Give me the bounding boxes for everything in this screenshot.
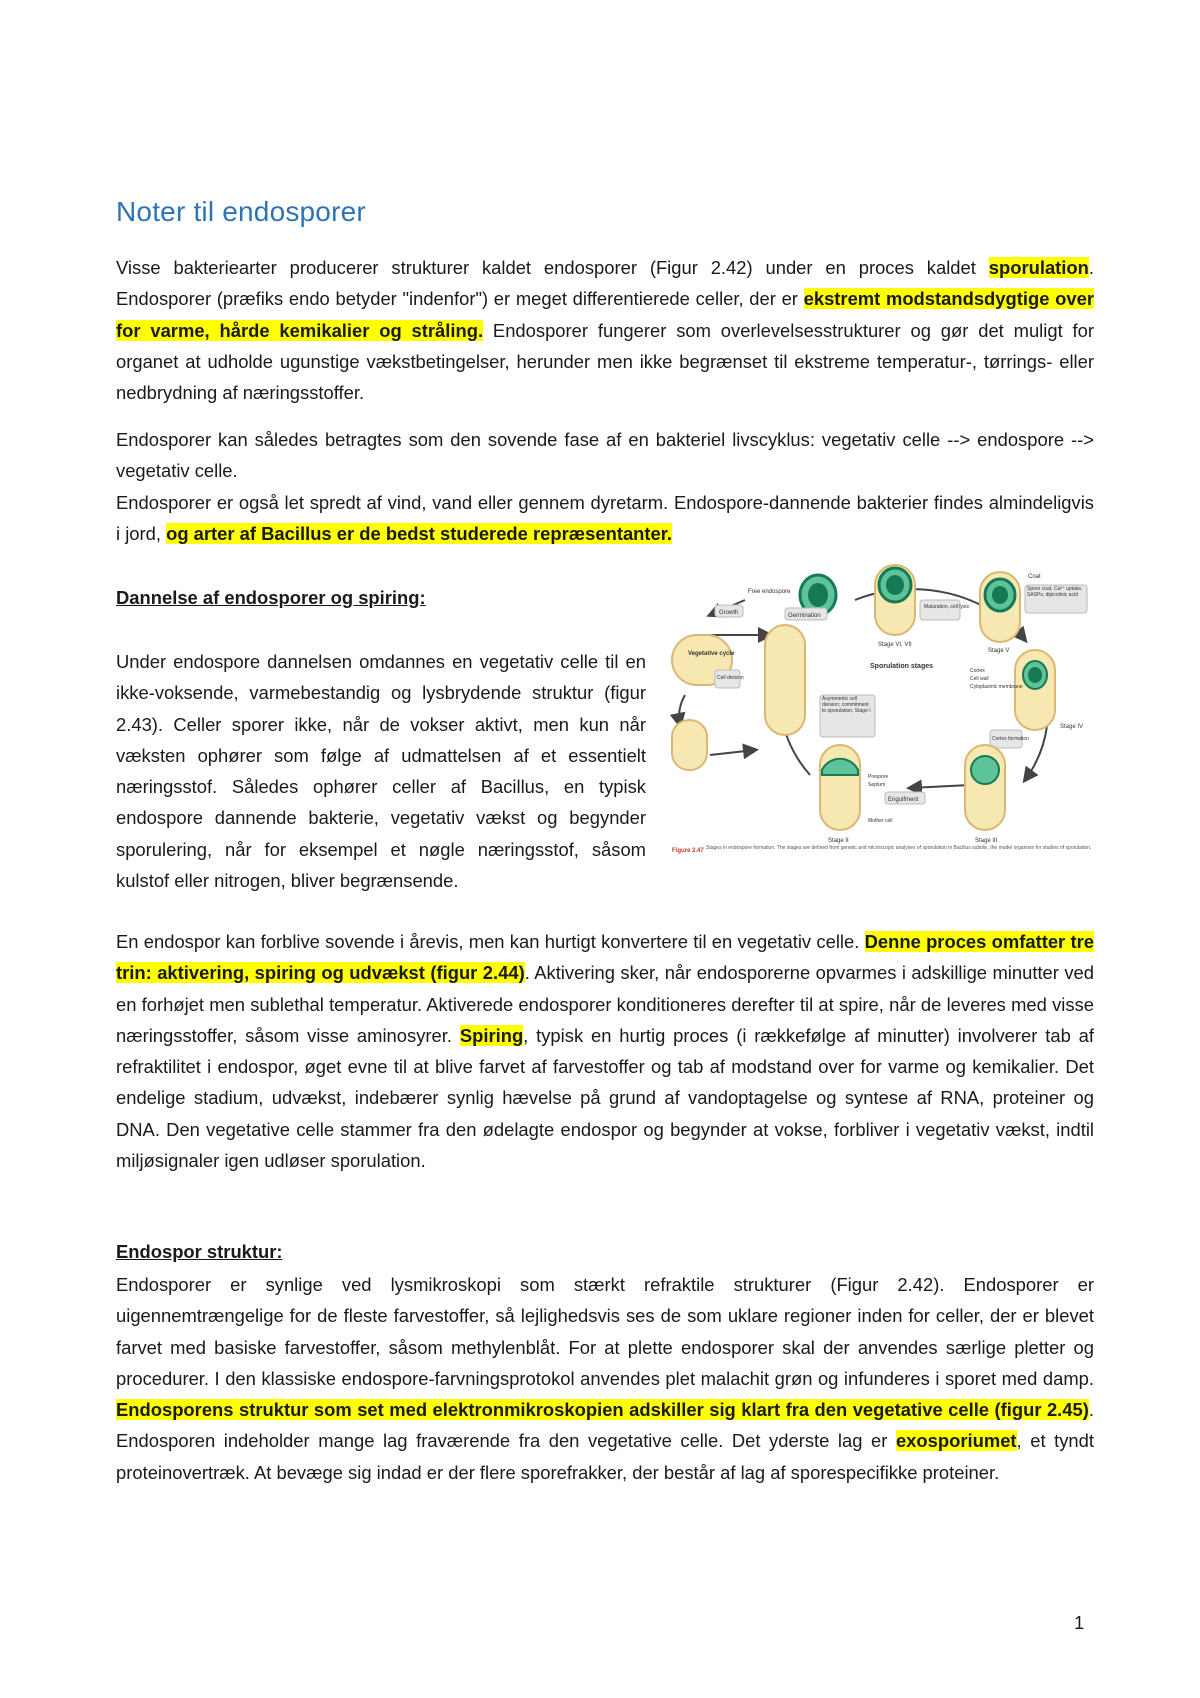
intro-paragraph-3 [116,487,1094,550]
caption-wrap [706,845,1096,860]
label-asymmetric: Asymmetric cell division; commitment to sporulation, Stage I [822,696,871,714]
text-run: Visse bakteriearter producerer strukturer kaldet endosporer (Figur 2.42) under en proces kaldet [116,257,989,278]
text-run: , typisk en hurtig proces (i rækkefølge af minutter) involverer tab af refraktilitet i endospor, øget evne til at blive farvet af farvestoffer og tab af modstand over for varme og kemikalier. Det endelige stadium, udvækst, indebærer synlig hævelse på grund af vandoptagelse og syntese af RNA, proteiner og DNA. Den vegetative celle stammer fra den ødelagte endospor og begynder at vokse, forbliver i vegetativ vækst, indtil miljøsignaler igen udløser sporulation. [116,1024,1094,1172]
label-maturation: Maturation, cell lysis [924,604,970,610]
text-run: Endosporer er synlige ved lysmikroskopi som stærkt refraktile strukturer (Figur 2.42). Endosporer er uigennemtrængelige for de fleste farvestoffer, så lejlighedsvis ses de som uklare regioner inden for celler, der er blevet farvet med basiske farvestoffer, såsom methylenblåt. For at plette endosporer skal der anvendes særlige pletter og procedurer. I den klassiske endospore-farvningsprotokol anvendes plet malachit grøn og infunderes i sporet med damp. [116,1274,1094,1389]
label-cytoplasmic-membrane: Cytoplasmic membrane [970,684,1023,690]
label-free-endospore: Free endospore [748,589,791,595]
label-cortex-formation: Cortex formation [992,736,1029,742]
label-stage-iii: Stage III [975,838,998,844]
text-run: En endospor kan forblive sovende i årevis, men kan hurtigt konvertere til en vegetativ celle. [116,931,865,952]
spore-core [886,575,904,595]
label-stage-vi: Stage VI, VII [878,642,912,648]
prespore-stage-iii [971,756,999,784]
text-run: , et tyndt proteinovertræk. At bevæge sig indad er der flere sporefrakker, der består af lag af sporespecifikke proteiner. [116,1430,1094,1483]
text-run: Endosporer er også let spredt af vind, vand eller gennem dyretarm. Endospore-dannende bakterier findes almindeligvis i jord, [116,492,1094,545]
text-run: . Endosporen indeholder mange lag fraværende fra den vegetative celle. Det yderste lag er [116,1399,1094,1452]
highlight-structure: Endosporens struktur som set med elektronmikroskopien adskiller sig klart fra den vegetative celle (figur 2.45) [116,1399,1089,1421]
label-coat: Coat [1028,574,1041,580]
label-asymmetric-wrap [822,696,874,738]
daughter-cell [672,720,707,770]
highlight-resistance: ekstremt modstandsdygtige over for varme, hårde kemikalier og stråling. [116,288,1094,341]
label-mother-cell: Mother cell [868,818,893,824]
label-stage-ii: Stage II [828,838,849,844]
label-engulfment: Engulfment [888,797,919,803]
label-germination: Germination [788,613,821,619]
intro-paragraph-2: Endosporer kan således betragtes som den sovende fase af en bakteriel livscyklus: vegetativ celle --> endospore --> vegetativ celle. [116,429,1094,482]
label-septum: Septum [868,782,886,788]
label-sporulation-stages: Sporulation stages [870,663,934,670]
caption-label: Figure 2.47 [672,848,704,854]
label-cell-division: Cell division [717,675,744,681]
label-prespore: Prespore [868,774,889,780]
label-spore-coat-wrap [1027,586,1087,614]
section1-paragraph-2 [116,926,1094,1176]
box-maturation [920,600,960,620]
text-run: . Endosporer (præfiks endo betyder "indenfor") er meget differentierede celler, der er [116,257,1094,310]
section2-paragraph-1 [116,1269,1094,1488]
section-heading-dannelse: Dannelse af endosporer og spiring: [116,587,426,608]
highlight-three-steps: Denne proces omfatter tre trin: aktivering, spiring og udvækst (figur 2.44) [116,931,1094,984]
vegetative-cell-tall [765,625,805,735]
page-number: 1 [1074,1612,1085,1633]
text-run: Endosporer fungerer som overlevelsesstrukturer og gør det muligt for organet at udholde ugunstige vækstbetingelser, herunder men ikke begrænset til ekstreme temperatur-, tørrings- eller nedbrydning af næringsstoffer. [116,319,1094,404]
text-run: . Aktivering sker, når endosporerne opvarmes i adskillige minutter ved en forhøjet men sublethal temperatur. Aktiverede endosporer konditioneres derefter til at spire, når de leveres med visse næringsstoffer, såsom visse aminosyrer. [116,962,1094,1046]
label-growth: Growth [719,610,739,616]
label-stage-iv: Stage IV [1060,724,1084,730]
section-heading-struktur: Endospor struktur: [116,1241,283,1262]
page-title: Noter til endosporer [116,196,366,227]
spore-core [1028,667,1042,683]
spore-core [992,586,1008,604]
label-vegetative-cycle: Vegetative cycle [688,651,735,657]
highlight-spiring: Spiring [459,1024,524,1046]
label-spore-coat: Spore coat, Ca²⁺ uptake, SASPs, dipicolinic acid [1027,586,1083,598]
caption-text: Stages in endospore formation. The stages are defined from genetic and microscopic analyses of sporulation in Bacillus subtilis, the model organism for studies of sporulation. [706,845,1092,851]
sporulation-figure [670,560,1100,860]
label-cell-wall: Cell wall [970,676,989,682]
intro-paragraph-1 [116,252,1094,408]
cycle-arrow [910,785,970,788]
highlight-sporulation: sporulation [988,257,1089,278]
label-cortex: Cortex [970,668,985,674]
cycle-arrow [710,750,755,755]
spore-core [808,583,828,607]
section1-paragraph-1: Under endospore dannelsen omdannes en vegetativ celle til en ikke-voksende, varmebestandig og lysbrydende struktur (figur 2.43). Celler sporer ikke, når de vokser aktivt, men kun når væksten ophører som følge af udmattelsen af et essentielt næringsstof. Således ophører celler af Bacillus, en typisk endospore dannende bakterie, vegetativ vækst og begynder sporulering, når for eksempel et nøgle næringsstof, såsom kulstof eller nitrogen, bliver begrænsende. [116,651,646,892]
highlight-exosporium: exosporiumet [895,1430,1017,1452]
highlight-bacillus: og arter af Bacillus er de bedst studerede repræsentanter. [166,523,673,545]
label-stage-v: Stage V [988,648,1010,654]
